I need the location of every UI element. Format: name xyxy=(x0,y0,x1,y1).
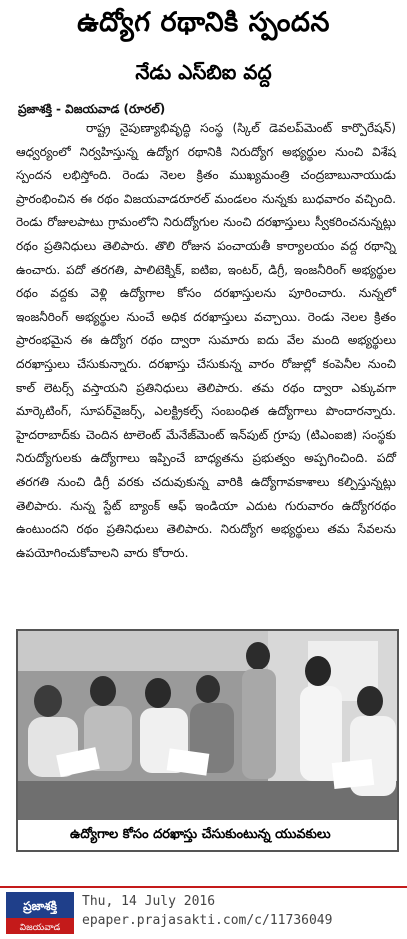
dateline: ప్రజాశక్తి - విజయవాడ (రూరల్) xyxy=(18,102,166,116)
svg-text:విజయవాడ: విజయవాడ xyxy=(19,923,61,933)
svg-text:ప్రజాశక్తి: ప్రజాశక్తి xyxy=(23,899,57,913)
epaper-footer xyxy=(0,886,407,939)
footer-url[interactable]: epaper.prajasakti.com/c/11736049 xyxy=(82,913,333,928)
article-body: రాష్ట్ర నైపుణ్యాభివృద్ధి సంస్థ (స్కిల్ డెవలప్‌మెంట్ కార్పొరేషన్) ఆధ్వర్యంలో నిర్వహిస్తున్న ఉద్యోగ రథానికి నిరుద్యోగ అభ్యర్థుల నుంచి విశేష స్పందన లభిస్తోంది. రెండు నెలల క్రితం ముఖ్యమంత్రి చంద్రబాబునాయుడు ప్రారంభించిన ఈ రథం విజయవాడరూరల్ మండలం నున్నకు బుధవారం వచ్చింది. రెండు రోజులపాటు గ్రామంలోని నిరుద్యోగుల నుంచి దరఖాస్తులు స్వీకరించనున్నట్లు రథం ప్రతినిధులు తెలిపారు. తొలి రోజున పంచాయతీ కార్యాలయం వద్ద రథాన్ని ఉంచారు. పదో తరగతి, పాలిటెక్నిక్, ఐటిఐ, ఇంటర్, డిగ్రీ, ఇంజనీరింగ్ అభ్యర్థుల రథం వద్దకు వెళ్లి ఉద్యోగాల కోసం దరఖాస్తులను పూరించారు. నున్నలో ఇంజనీరింగ్ అభ్యర్థుల నుంచే అధిక దరఖాస్తులు వచ్చాయి. రెండు నెలల క్రితం ప్రారంభమైన ఈ ఉద్యోగ రథం ద్వారా సుమారు ఐదు వేల మంది అభ్యర్థులు దరఖాస్తులు చేసుకున్నారు. దరఖాస్తు చేసుకున్న వారం రోజుల్లో కంపెనీల నుంచి కాల్ లెటర్స్ వస్తాయని ప్రతినిధులు తెలిపారు. తమ రథం ద్వారా ఎక్కువగా మార్కెటింగ్, సూపర్‌వైజర్స్, ఎలక్ట్రికల్స్ సంబంధిత ఉద్యోగాలు పొందారన్నారు. హైదరాబాద్‌కు చెందిన టాలెంట్ మేనేజ్‌మెంట్ ఇన్‌పుట్ గ్రూపు (టిఎంఐజి) సంస్థకు నిరుద్యోగులకు ఉద్యోగాలు ఇప్పించే బాధ్యతను ప్రభుత్వం అప్పగించింది. పదో తరగతి నుంచి డిగ్రీ వరకు చదువుకున్న వారికి ఉద్యోగావకాశాలు కల్పిస్తున్నట్లు తెలిపారు. నున్న స్టేట్ బ్యాంక్ ఆఫ్ ఇండియా ఎదుట గురువారం ఉద్యోగరథం ఉంటుందని రథం ప్రతినిధులు తెలిపారు. నిరుద్యోగ అభ్యర్థులు తమ సేవలను ఉపయోగించుకోవాలని వారు కోరారు. xyxy=(16,121,396,560)
subheadline: నేడు ఎస్‌బిఐ వద్ద xyxy=(135,60,272,84)
news-photo xyxy=(16,629,399,852)
prajasakti-logo-icon xyxy=(6,892,74,934)
footer-date: Thu, 14 July 2016 xyxy=(82,894,216,909)
photo-caption: ఉద్యోగాల కోసం దరఖాస్తు చేసుకుంటున్న యువకులు xyxy=(18,820,397,850)
headline: ఉద్యోగ రథానికి స్పందన xyxy=(77,7,330,38)
photo-illustration xyxy=(18,631,397,821)
